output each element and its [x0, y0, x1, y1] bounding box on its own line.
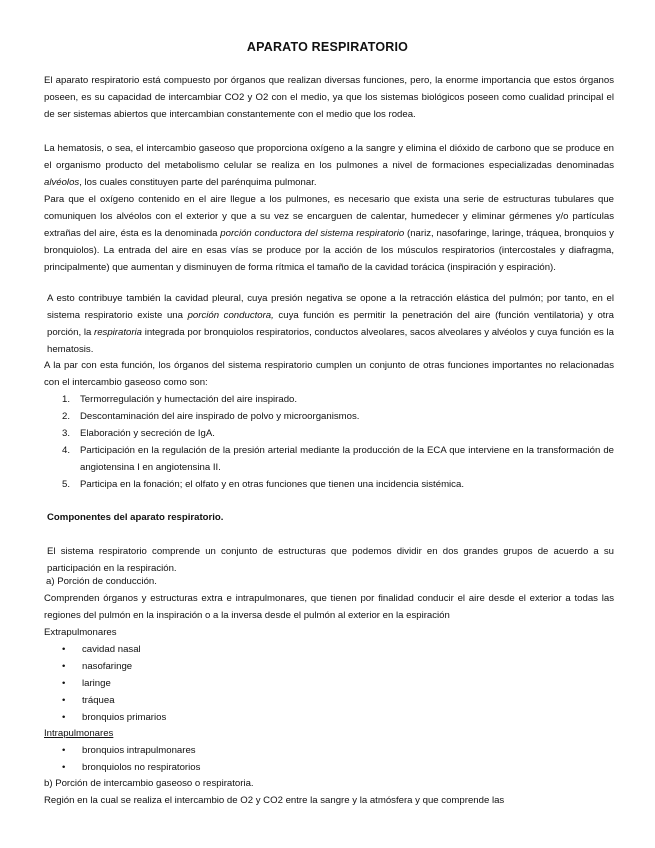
list-item: 1. Termorregulación y humectación del aire inspirado. — [62, 394, 298, 405]
paragraph-pleural-cavity — [47, 290, 614, 358]
bullet-icon: • — [62, 712, 66, 723]
list-item: • tráquea — [62, 692, 166, 709]
paragraph-respiratory-region: Región en la cual se realiza el intercambio de O2 y CO2 entre la sangre y la atmósfera y que comprende las — [44, 795, 505, 806]
list-item: • bronquios primarios — [62, 709, 166, 726]
conducting-portion-term: porción conductora del sistema respiratorio — [220, 228, 405, 239]
paragraph-hematosis — [44, 140, 614, 191]
bullet-icon: • — [62, 762, 66, 773]
paragraph-conducting-text-b: (nariz, nasofaringe, laringe, tráquea, bronquios y bronquiolos). La entrada del aire en esas vías se produce por la acción de los músculos respiratorios (intercostales y diafragma, principalmente) que aumentan y disminuyen de forma rítmica el tamaño de la cavidad torácica (inspiración y espiración). — [44, 228, 614, 273]
functions-list — [62, 391, 614, 493]
paragraph-pleural-text-a: A esto contribuye también la cavidad pleural, cuya presión negativa se opone a la retracción elástica del pulmón; por tanto, en el sistema respiratorio existe una — [47, 293, 614, 321]
extrapulmonares-list — [62, 641, 166, 726]
paragraph-conducting-text-a: Para que el oxígeno contenido en el aire llegue a los pulmones, es necesario que exista una serie de estructuras tubulares que comuniquen los alvéolos con el exterior y que a su vez se encarguen de calentar, humedecer y eliminar gérmenes y/o partículas extrañas del aire, ésta es la denominada — [44, 194, 614, 239]
section-b-heading: b) Porción de intercambio gaseoso o respiratoria. — [44, 778, 254, 789]
bullet-icon: • — [62, 695, 66, 706]
section-a-heading: a) Porción de conducción. — [46, 576, 157, 587]
paragraph-intro: El aparato respiratorio está compuesto por órganos que realizan diversas funciones, pero, la enorme importancia que estos órganos poseen, es su capacidad de intercambiar CO2 y O2 con el medio, ya que los sistemas biológicos poseen como cualidad principal el de ser sistemas abiertos que intercambian constantemente con el medio que los rodea. — [44, 75, 614, 120]
paragraph-hematosis-text-b: , los cuales constituyen parte del parénquima pulmonar. — [79, 177, 317, 188]
document-title: APARATO RESPIRATORIO — [246, 40, 409, 54]
paragraph-conduction: Comprenden órganos y estructuras extra e intrapulmonares, que tienen por finalidad conducir el aire desde el exterior a todas las regiones del pulmón en la inspiración o a la inversa desde el pulmón al exterior en la espiración — [44, 593, 614, 621]
intrapulmonares-label: Intrapulmonares — [44, 728, 114, 739]
list-item: 3. Elaboración y secreción de IgA. — [62, 428, 215, 439]
bullet-icon: • — [62, 661, 66, 672]
intrapulmonares-list — [62, 742, 200, 776]
paragraph-components-intro: El sistema respiratorio comprende un conjunto de estructuras que podemos dividir en dos grandes grupos de acuerdo a su participación en la respiración. — [47, 546, 614, 574]
bullet-icon: • — [62, 678, 66, 689]
paragraph-pleural-text-b: cuya función es permitir la penetración del aire (función ventilatoria) y otra porción, la — [47, 310, 614, 338]
paragraph-conducting-portion — [44, 191, 614, 276]
alveolos-term: alvéolos — [44, 177, 80, 188]
list-item: 2. Descontaminación del aire inspirado de polvo y microorganismos. — [62, 411, 360, 422]
paragraph-pleural-text-c: integrada por bronquiolos respiratorios, conductos alveolares, sacos alveolares y alvéolos y cuya función es la hematosis. — [47, 327, 615, 355]
extrapulmonares-label: Extrapulmonares — [44, 627, 117, 638]
list-item: 5. Participa en la fonación; el olfato y en otras funciones que tienen una incidencia sistémica. — [62, 479, 464, 490]
list-item: • laringe — [62, 675, 166, 692]
bullet-icon: • — [62, 745, 66, 756]
conducting-portion-term-2: porción conductora, — [187, 310, 274, 321]
paragraph-other-functions: A la par con esta función, los órganos del sistema respiratorio cumplen un conjunto de otras funciones importantes no relacionadas con el intercambio gaseoso como son: — [44, 360, 614, 388]
components-heading: Componentes del aparato respiratorio. — [47, 512, 224, 523]
list-item: • cavidad nasal — [62, 641, 166, 658]
list-item: 4. Participación en la regulación de la presión arterial mediante la producción de la ECA que interviene en la transformación de angiotensina I en angiotensina II. — [62, 445, 614, 473]
respiratory-term: respiratoria — [94, 327, 143, 338]
list-item: • nasofaringe — [62, 658, 166, 675]
paragraph-hematosis-text-a: La hematosis, o sea, el intercambio gaseoso que proporciona oxígeno a la sangre y elimina el dióxido de carbono que se produce en el organismo producto del metabolismo celular se realiza en los pulmones a nivel de formaciones especializadas denominadas — [44, 143, 614, 171]
list-item: • bronquios intrapulmonares — [62, 742, 200, 759]
bullet-icon: • — [62, 644, 66, 655]
list-item: • bronquiolos no respiratorios — [62, 759, 200, 776]
